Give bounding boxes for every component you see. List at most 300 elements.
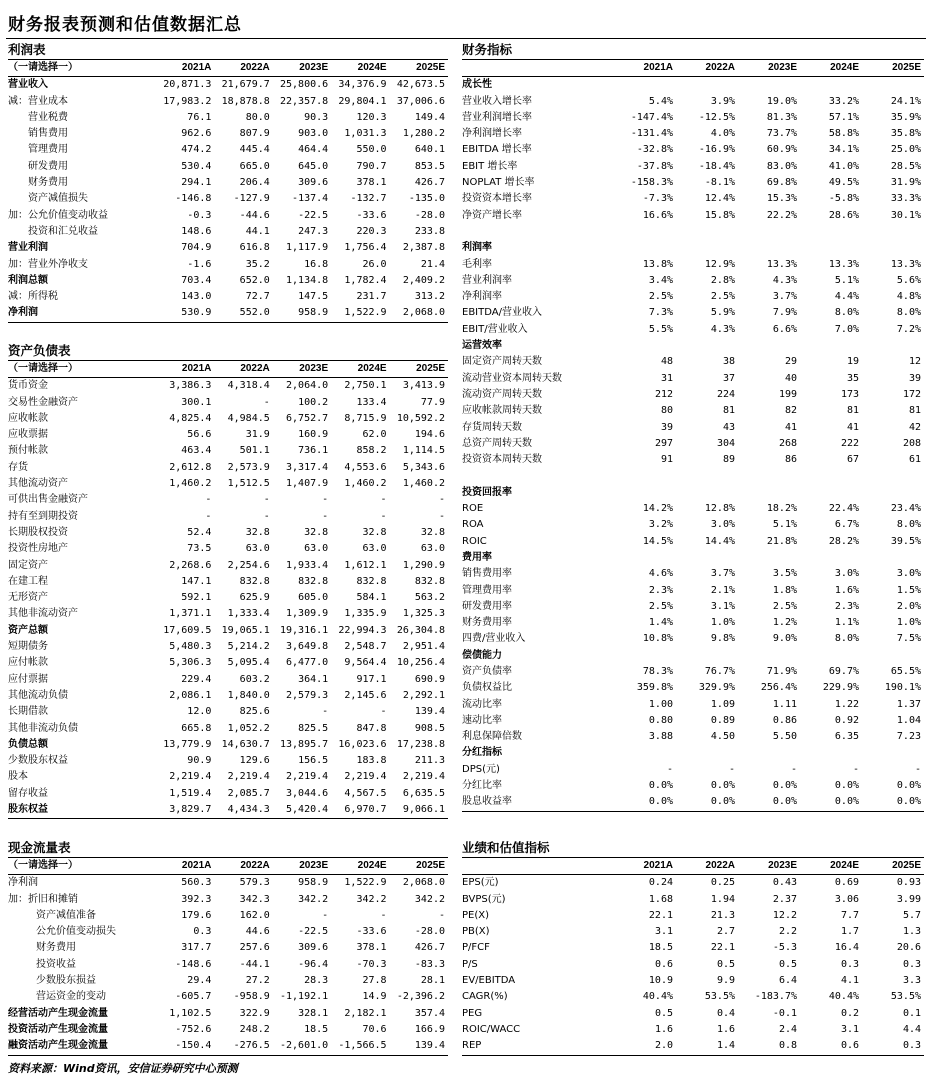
row-value: 43 <box>722 421 735 433</box>
table-row <box>8 802 448 819</box>
row-value: - <box>914 763 921 775</box>
row-value: - <box>438 494 445 506</box>
row-value: 1.1% <box>834 617 859 629</box>
row-value: 1,333.4 <box>227 608 270 620</box>
row-value <box>800 77 862 94</box>
table-row <box>8 273 448 289</box>
row-value: 162.0 <box>239 909 270 921</box>
row-value: - <box>322 706 329 718</box>
row-value: 231.7 <box>356 291 387 303</box>
title-divider <box>6 38 926 39</box>
row-value: 704.9 <box>181 242 212 254</box>
row-label: P/S <box>462 958 478 970</box>
row-value: 1,290.9 <box>402 559 445 571</box>
row-value: 19.0% <box>766 95 797 107</box>
row-value: 41.0% <box>828 160 859 172</box>
row-label: 研发费用率 <box>462 600 512 612</box>
row-label: 资产总额 <box>8 624 48 636</box>
row-value: 2.3% <box>834 600 859 612</box>
row-value: 35.2 <box>245 258 270 270</box>
row-label: 净利润 <box>8 305 156 322</box>
row-value: 0.0% <box>738 794 800 811</box>
row-label: 投资回报率 <box>462 486 512 498</box>
row-value: 2.5% <box>710 291 735 303</box>
row-value: 27.8 <box>362 975 387 987</box>
row-value: 359.8% <box>636 682 673 694</box>
row-value: 14.2% <box>642 503 673 515</box>
row-value: 32.8 <box>362 526 387 538</box>
row-value: 665.0 <box>239 160 270 172</box>
row-value: 149.4 <box>414 111 445 123</box>
table-row <box>8 655 448 671</box>
table-row <box>8 590 448 606</box>
row-value: 908.5 <box>414 722 445 734</box>
row-value: 62.0 <box>362 429 387 441</box>
row-label: 流动比率 <box>462 698 502 710</box>
table-row <box>8 639 448 655</box>
table-row <box>462 794 924 811</box>
row-label: 总资产周转天数 <box>462 437 532 449</box>
row-value: 3.1 <box>840 1023 859 1035</box>
row-label: 应收帐款 <box>8 412 48 424</box>
row-value: 7.0% <box>834 323 859 335</box>
row-value: 5.5% <box>648 323 673 335</box>
table-row <box>462 191 924 207</box>
row-value: 10,256.4 <box>396 657 445 669</box>
table-row <box>8 126 448 142</box>
row-value: 2,951.4 <box>402 641 445 653</box>
row-value: 1.6% <box>834 584 859 596</box>
row-label <box>462 468 614 484</box>
row-value: 139.4 <box>414 706 445 718</box>
table-row <box>462 305 924 321</box>
year-header: 2023E <box>738 60 800 77</box>
row-value: - <box>380 510 387 522</box>
row-value: - <box>666 763 673 775</box>
table-row <box>8 908 448 924</box>
row-value: -1.6 <box>187 258 212 270</box>
row-value: -28.0 <box>414 926 445 938</box>
row-value: 14.9 <box>362 991 387 1003</box>
row-label: EV/EBITDA <box>462 975 516 987</box>
row-value: -958.9 <box>233 991 270 1003</box>
row-label: 无形资产 <box>8 592 48 604</box>
table-row <box>462 1006 924 1022</box>
table-row <box>462 729 924 745</box>
year-header: 2025E <box>390 361 448 378</box>
row-value: 1,933.4 <box>286 559 329 571</box>
row-value: 3.0% <box>710 519 735 531</box>
valuation-table <box>462 857 924 1056</box>
row-value: 28.6% <box>828 209 859 221</box>
row-value: 30.1% <box>890 209 921 221</box>
row-value: 1,522.9 <box>331 305 389 322</box>
row-label: REP <box>462 1038 614 1055</box>
row-value: 25,800.6 <box>280 79 329 91</box>
row-value <box>676 648 738 664</box>
row-value: 166.9 <box>414 1023 445 1035</box>
row-value: 20.6 <box>896 942 921 954</box>
row-value <box>738 338 800 354</box>
table-row <box>8 973 448 989</box>
row-value: 183.8 <box>356 755 387 767</box>
row-label: 应收帐款周转天数 <box>462 405 542 417</box>
row-value: 790.7 <box>356 160 387 172</box>
row-label: 财务费用率 <box>462 617 512 629</box>
row-value: 44.1 <box>245 225 270 237</box>
row-value: 825.6 <box>239 706 270 718</box>
row-value: 0.5 <box>778 958 797 970</box>
row-label: 加：营业外净收支 <box>8 258 88 270</box>
table-row <box>8 875 448 892</box>
table-row <box>8 257 448 273</box>
row-value: 8.0% <box>896 307 921 319</box>
row-value: 53.5% <box>704 991 735 1003</box>
row-value: 0.8 <box>738 1038 800 1055</box>
row-label: 负债权益比 <box>462 682 512 694</box>
row-label: 投资资本增长率 <box>462 193 532 205</box>
row-value: 2,254.6 <box>227 559 270 571</box>
row-value: 0.5 <box>716 958 735 970</box>
row-value: 584.1 <box>356 592 387 604</box>
table-row <box>462 566 924 582</box>
row-value: 3.7% <box>710 568 735 580</box>
row-value <box>862 240 924 256</box>
row-value <box>614 485 676 501</box>
row-value: 148.6 <box>181 225 212 237</box>
year-header: 2025E <box>862 858 924 875</box>
row-value: 44.6 <box>245 926 270 938</box>
row-value: 80.0 <box>245 111 270 123</box>
row-value: 37,006.6 <box>396 95 445 107</box>
row-label: 流动资产周转天数 <box>462 388 542 400</box>
row-value: 0.43 <box>772 877 797 889</box>
row-value: 1.0% <box>896 617 921 629</box>
row-value: 33.3% <box>890 193 921 205</box>
row-value: 364.1 <box>298 673 329 685</box>
row-value: 426.7 <box>414 942 445 954</box>
row-value: 256.4% <box>760 682 797 694</box>
row-value: -8.1% <box>704 177 735 189</box>
row-value: 147.5 <box>298 291 329 303</box>
row-value: 736.1 <box>298 445 329 457</box>
row-value: 3.1% <box>710 600 735 612</box>
row-label: 应收票据 <box>8 429 48 441</box>
row-value: 25.0% <box>890 144 921 156</box>
year-header: 2021A <box>614 60 676 77</box>
row-value: 81 <box>722 405 735 417</box>
row-value: 0.25 <box>710 877 735 889</box>
row-value: 16.6% <box>642 209 673 221</box>
row-value: 0.0% <box>648 780 673 792</box>
row-value: 2.3% <box>648 584 673 596</box>
row-value: 0.89 <box>710 714 735 726</box>
table-row <box>8 110 448 126</box>
row-value: 24.1% <box>890 95 921 107</box>
row-value: 16.4 <box>834 942 859 954</box>
row-value: 23.4% <box>890 503 921 515</box>
table-header-row <box>8 60 448 77</box>
row-value: -44.1 <box>239 958 270 970</box>
row-value: 41 <box>784 421 797 433</box>
row-value: 61 <box>908 454 921 466</box>
row-value: 1,309.9 <box>286 608 329 620</box>
row-value <box>800 240 862 256</box>
row-value: 2,219.4 <box>169 771 212 783</box>
row-value: 67 <box>846 454 859 466</box>
table-row <box>462 973 924 989</box>
row-value: -16.9% <box>698 144 735 156</box>
row-value: 2,145.6 <box>344 689 387 701</box>
table-row <box>8 289 448 305</box>
row-label: 应付票据 <box>8 673 48 685</box>
row-value: 4.4% <box>834 291 859 303</box>
table-row <box>462 892 924 908</box>
row-value: 15.3% <box>766 193 797 205</box>
table-row <box>462 322 924 338</box>
row-value <box>738 648 800 664</box>
row-value: 552.0 <box>214 305 272 322</box>
row-value: 6.35 <box>834 731 859 743</box>
table-row <box>462 550 924 566</box>
row-value: -12.5% <box>698 111 735 123</box>
row-value: 858.2 <box>356 445 387 457</box>
row-value: 129.6 <box>239 755 270 767</box>
row-value: 530.4 <box>181 160 212 172</box>
row-value: -131.4% <box>630 128 673 140</box>
row-label: ROE <box>462 503 484 515</box>
row-value: 233.8 <box>414 225 445 237</box>
row-label: EBITDA 增长率 <box>462 144 532 156</box>
row-value: 80 <box>660 405 673 417</box>
row-value <box>676 745 738 761</box>
row-label: 营业利润率 <box>462 274 512 286</box>
row-value: 1.5% <box>896 584 921 596</box>
row-value: 3,649.8 <box>286 641 329 653</box>
table-row <box>462 338 924 354</box>
row-value: 832.8 <box>414 575 445 587</box>
table-row <box>462 615 924 631</box>
row-value: 1.68 <box>648 893 673 905</box>
row-value: 208 <box>902 437 921 449</box>
row-label: P/FCF <box>462 942 490 954</box>
row-value: 903.0 <box>298 128 329 140</box>
row-label: 管理费用 <box>28 144 68 156</box>
table-row <box>462 175 924 191</box>
row-value: 143.0 <box>181 291 212 303</box>
row-value: 616.8 <box>239 242 270 254</box>
row-label: 投资收益 <box>36 958 76 970</box>
row-value: 592.1 <box>181 592 212 604</box>
valuation-indicators <box>462 839 924 1056</box>
table-row <box>462 875 924 892</box>
row-value: 19,316.1 <box>280 624 329 636</box>
row-label: 货币资金 <box>8 380 48 392</box>
row-value: 81 <box>908 405 921 417</box>
row-value: 7.5% <box>896 633 921 645</box>
row-value: - <box>263 396 270 408</box>
row-value: 89 <box>722 454 735 466</box>
table-row <box>8 989 448 1005</box>
row-value: 474.2 <box>181 144 212 156</box>
table-row <box>462 77 924 94</box>
row-label: 净利润增长率 <box>462 128 522 140</box>
row-value: 15.8% <box>704 209 735 221</box>
row-value: - <box>790 763 797 775</box>
row-label: 资产减值准备 <box>36 909 96 921</box>
row-value <box>862 745 924 761</box>
row-value: 139.4 <box>390 1038 448 1055</box>
row-value: 8.0% <box>834 633 859 645</box>
row-value: 194.6 <box>414 429 445 441</box>
row-value: 7.3% <box>648 307 673 319</box>
row-value: 247.3 <box>298 225 329 237</box>
row-value: 58.8% <box>828 128 859 140</box>
row-value: 34.1% <box>828 144 859 156</box>
row-value: 1.94 <box>710 893 735 905</box>
row-label: 股息收益率 <box>462 794 614 811</box>
row-value: 4,825.4 <box>169 412 212 424</box>
row-value: 2,085.7 <box>227 787 270 799</box>
table-row <box>462 94 924 110</box>
table-row <box>462 697 924 713</box>
row-label: 短期债务 <box>8 641 48 653</box>
row-value: -135.0 <box>408 193 445 205</box>
row-value: 5.9% <box>710 307 735 319</box>
table-row <box>462 664 924 680</box>
row-value: 605.0 <box>298 592 329 604</box>
row-value: 958.9 <box>298 877 329 889</box>
row-value: 156.5 <box>298 755 329 767</box>
row-value <box>738 77 800 94</box>
row-value: 35.8% <box>890 128 921 140</box>
row-label: 减：营业成本 <box>8 95 68 107</box>
row-value: 9.9 <box>716 975 735 987</box>
row-value <box>614 468 676 484</box>
row-value: 13,895.7 <box>280 738 329 750</box>
row-value: 248.2 <box>239 1023 270 1035</box>
table-row <box>8 541 448 557</box>
row-value: 807.9 <box>239 128 270 140</box>
select-placeholder[interactable]: （一请选择一） <box>8 60 156 77</box>
row-value: 3.4% <box>648 274 673 286</box>
row-value: 199 <box>778 388 797 400</box>
row-value <box>614 77 676 94</box>
row-value <box>676 338 738 354</box>
row-value <box>800 485 862 501</box>
row-value: 4,553.6 <box>344 461 387 473</box>
row-value <box>862 224 924 240</box>
row-value: 917.1 <box>356 673 387 685</box>
row-value <box>676 224 738 240</box>
row-value: -605.7 <box>175 991 212 1003</box>
row-value: 2.8% <box>710 274 735 286</box>
row-label: 净利润率 <box>462 291 502 303</box>
select-placeholder[interactable]: （一请选择一） <box>8 858 156 875</box>
row-value: 160.9 <box>298 429 329 441</box>
row-value: 14.4% <box>704 535 735 547</box>
row-value: 1.04 <box>896 714 921 726</box>
row-value: 4.50 <box>710 731 735 743</box>
row-value: 22.4% <box>828 503 859 515</box>
row-value: 1,134.8 <box>286 274 329 286</box>
row-value <box>738 485 800 501</box>
table-row <box>8 159 448 175</box>
row-value <box>676 550 738 566</box>
row-value: 2.0% <box>896 600 921 612</box>
row-value: 21.3 <box>710 909 735 921</box>
header-blank <box>462 60 614 77</box>
row-value: 52.4 <box>187 526 212 538</box>
row-value <box>614 240 676 256</box>
row-value: 640.1 <box>414 144 445 156</box>
year-header: 2021A <box>614 858 676 875</box>
row-label: 营业税费 <box>28 111 68 123</box>
row-value: 392.3 <box>181 893 212 905</box>
row-value: 1,840.0 <box>227 689 270 701</box>
row-label: 净利润 <box>8 877 38 889</box>
table-row <box>462 257 924 273</box>
row-value: 5.1% <box>772 519 797 531</box>
row-value: 173 <box>840 388 859 400</box>
row-value: 0.80 <box>648 714 673 726</box>
row-value: 1,031.3 <box>344 128 387 140</box>
row-value: 0.0% <box>710 780 735 792</box>
row-value: 5,480.3 <box>169 641 212 653</box>
table-row <box>462 208 924 224</box>
row-value: 825.5 <box>298 722 329 734</box>
table-row <box>462 159 924 175</box>
row-value: 1,114.5 <box>402 445 445 457</box>
row-value: 342.2 <box>298 893 329 905</box>
row-value: 53.5% <box>890 991 921 1003</box>
row-value: 0.3 <box>840 958 859 970</box>
table-row <box>8 427 448 443</box>
row-value: 20,871.3 <box>163 79 212 91</box>
row-value: 32.8 <box>304 526 329 538</box>
row-value: 2.0 <box>614 1038 676 1055</box>
row-value <box>614 648 676 664</box>
select-placeholder[interactable]: （一请选择一） <box>8 361 156 378</box>
row-value: 35.9% <box>890 111 921 123</box>
financial-indicators-title: 财务指标 <box>462 42 513 57</box>
row-value: 90.9 <box>187 755 212 767</box>
row-value: 832.8 <box>356 575 387 587</box>
table-row <box>462 989 924 1005</box>
cash-flow-title: 现金流量表 <box>8 840 71 855</box>
row-value: 309.6 <box>298 942 329 954</box>
row-value: 28.1 <box>420 975 445 987</box>
row-value <box>614 224 676 240</box>
row-value: -96.4 <box>298 958 329 970</box>
row-value <box>614 745 676 761</box>
row-value: 665.8 <box>181 722 212 734</box>
row-value: 0.0% <box>772 780 797 792</box>
table-row <box>8 94 448 110</box>
row-value: 445.4 <box>239 144 270 156</box>
row-value: 32.8 <box>245 526 270 538</box>
row-label: 其他流动资产 <box>8 478 68 490</box>
row-value: - <box>380 706 387 718</box>
row-value: 257.6 <box>239 942 270 954</box>
row-value: 3.5% <box>772 568 797 580</box>
row-value: 1.4% <box>648 617 673 629</box>
row-label: 速动比率 <box>462 714 502 726</box>
row-value: 120.3 <box>356 111 387 123</box>
table-row <box>462 110 924 126</box>
table-row <box>462 1038 924 1055</box>
row-label: 利润总额 <box>8 274 48 286</box>
